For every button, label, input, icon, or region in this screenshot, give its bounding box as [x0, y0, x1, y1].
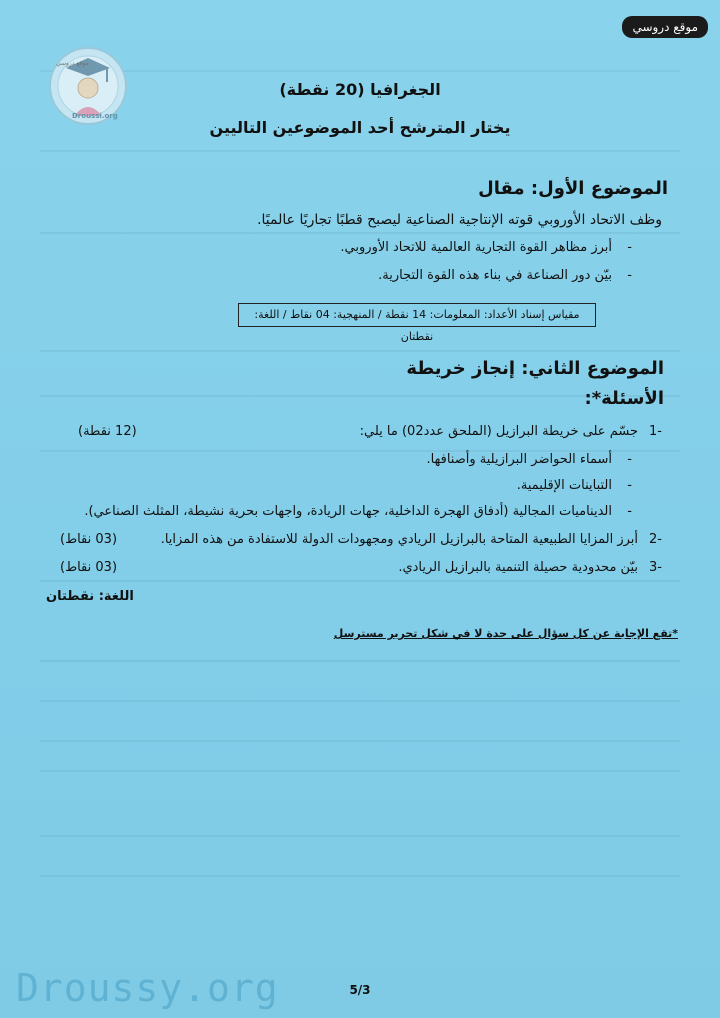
q1-number: -1	[649, 424, 662, 439]
q3-number: -3	[649, 560, 662, 575]
site-badge[interactable]: موقع دروسي	[622, 16, 708, 38]
watermark-text: Droussy.org	[16, 966, 279, 1010]
q2-number: -2	[649, 532, 662, 547]
topic1-prompt: وظف الاتحاد الأوروبي قوته الإنتاجية الصناعية ليصبح قطبًا تجاريًا عالميًا.	[257, 212, 662, 228]
q2-text: أبرز المزايا الطبيعية المتاحة بالبرازيل الريادي ومجهودات الدولة للاستفادة من هذه المزايا.	[160, 532, 638, 547]
q1-item-1: أسماء الحواضر البرازيلية وأصنافها.	[426, 452, 612, 467]
logo-caption: موقع دروسي	[56, 60, 89, 67]
q2-points: (03 نقاط)	[60, 532, 118, 547]
page-number: 5/3	[349, 983, 371, 997]
footnote: *تقع الإجابة عن كل سؤال على حدة لا في شكل تحرير مسترسل	[333, 627, 678, 640]
q1-item-dash: -	[627, 452, 632, 467]
q1-points: (12 نقطة)	[78, 424, 137, 439]
exam-title: الجغرافيا (20 نقطة)	[279, 80, 441, 99]
topic2-heading: الموضوع الثاني: إنجاز خريطة	[406, 358, 664, 379]
topic1-bullet-1: أبرز مظاهر القوة التجارية العالمية للاتحاد الأوروبي.	[340, 240, 612, 255]
topic1-bullet-2: بيّن دور الصناعة في بناء هذه القوة التجارية.	[378, 268, 612, 283]
topic1-bullet-dash: -	[627, 268, 632, 283]
q3-text: بيّن محدودية حصيلة التنمية بالبرازيل الريادي.	[398, 560, 638, 575]
topic1-bullet-dash: -	[627, 240, 632, 255]
topic1-heading: الموضوع الأول: مقال	[478, 178, 668, 199]
q1-item-2: التباينات الإقليمية.	[516, 478, 612, 493]
q1-item-dash: -	[627, 504, 632, 519]
q1-item-3: الديناميات المجالية (أدفاق الهجرة الداخلية، جهات الريادة، واجهات بحرية نشيطة، المثلث الصناعي).	[84, 504, 612, 519]
q3-points: (03 نقاط)	[60, 560, 118, 575]
grading-rubric-box: مقياس إسناد الأعداد: المعلومات: 14 نقطة / المنهجية: 04 نقاط / اللغة: نقطتان	[238, 303, 596, 327]
logo-text: Droussi.org	[72, 112, 118, 120]
exam-instruction: يختار المترشح أحد الموضوعين التاليين	[209, 118, 511, 137]
q1-text: جسّم على خريطة البرازيل (الملحق عدد02) ما يلي:	[359, 424, 638, 439]
q1-item-dash: -	[627, 478, 632, 493]
language-points: اللغة: نقطتان	[46, 589, 134, 604]
questions-label: الأسئلة*:	[584, 388, 664, 409]
